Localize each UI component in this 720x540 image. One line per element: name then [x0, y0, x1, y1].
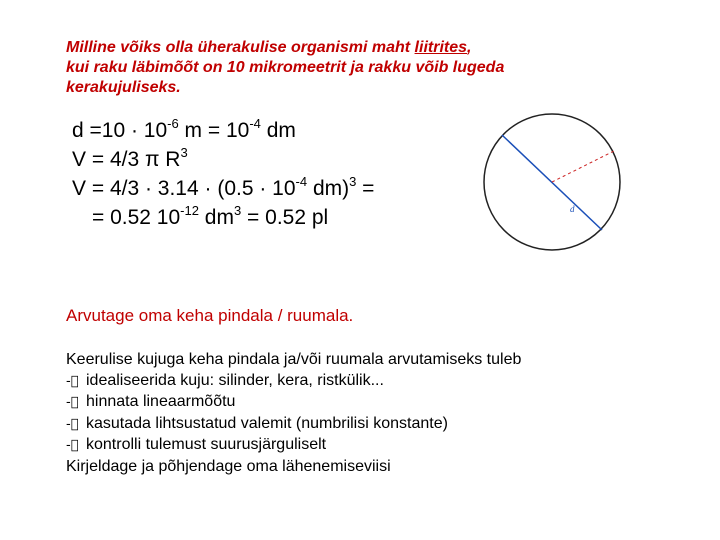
formula-block — [72, 116, 374, 232]
list-item: -􀂃 kontrolli tulemust suurusjärguliselt — [66, 435, 521, 457]
bullet-icon: -􀂃 — [66, 395, 79, 410]
list-item: -􀂃 idealiseerida kuju: silinder, kera, ristkülik... — [66, 371, 521, 393]
radius-line — [552, 150, 616, 182]
formula-substitution: $V = 4/3 \cdot 3.14 \cdot (0.5 \cdot 10^{-4}$ dm)$^3$ = — [72, 174, 375, 200]
formula-volume: V = 4/3 π $R^3$ — [72, 145, 188, 171]
instructions-closing: Kirjeldage ja põhjendage oma lähenemiseviisi — [66, 457, 391, 475]
underlined-word: liitrites — [414, 39, 468, 56]
list-item: -􀂃 hinnata lineaarmõõtu — [66, 392, 521, 414]
formula-diameter: $d =10 \cdot 10^{-6}$ $m = 10^{-4}$ dm — [72, 116, 296, 142]
sphere-diagram — [478, 108, 628, 258]
question-text — [66, 38, 586, 98]
task-heading: Arvutage oma keha pindala / ruumala. — [66, 306, 354, 325]
bullet-icon: -􀂃 — [66, 373, 79, 389]
formula-result: = 0.52 $10^{-12}$ $dm^3 = 0.52$ pl — [92, 203, 329, 229]
question-line-1: Milline võiks olla üherakulise organismi maht liitrites, — [66, 39, 472, 56]
bullet-icon: -􀂃 — [66, 416, 79, 432]
question-line-2: kui raku läbimõõt on 10 mikromeetrit ja rakku võib lugeda — [66, 59, 505, 76]
list-item: -􀂃 kasutada lihtsustatud valemit (numbrilisi konstante) — [66, 414, 521, 436]
diameter-label: d — [570, 204, 575, 214]
instructions-block — [66, 350, 521, 477]
instructions-intro: Keerulise kujuga keha pindala ja/või ruumala arvutamiseks tuleb — [66, 351, 522, 368]
diameter-line — [502, 135, 602, 230]
bullet-icon: -􀂃 — [66, 438, 79, 453]
question-line-3: kerakujuliseks. — [66, 79, 181, 96]
